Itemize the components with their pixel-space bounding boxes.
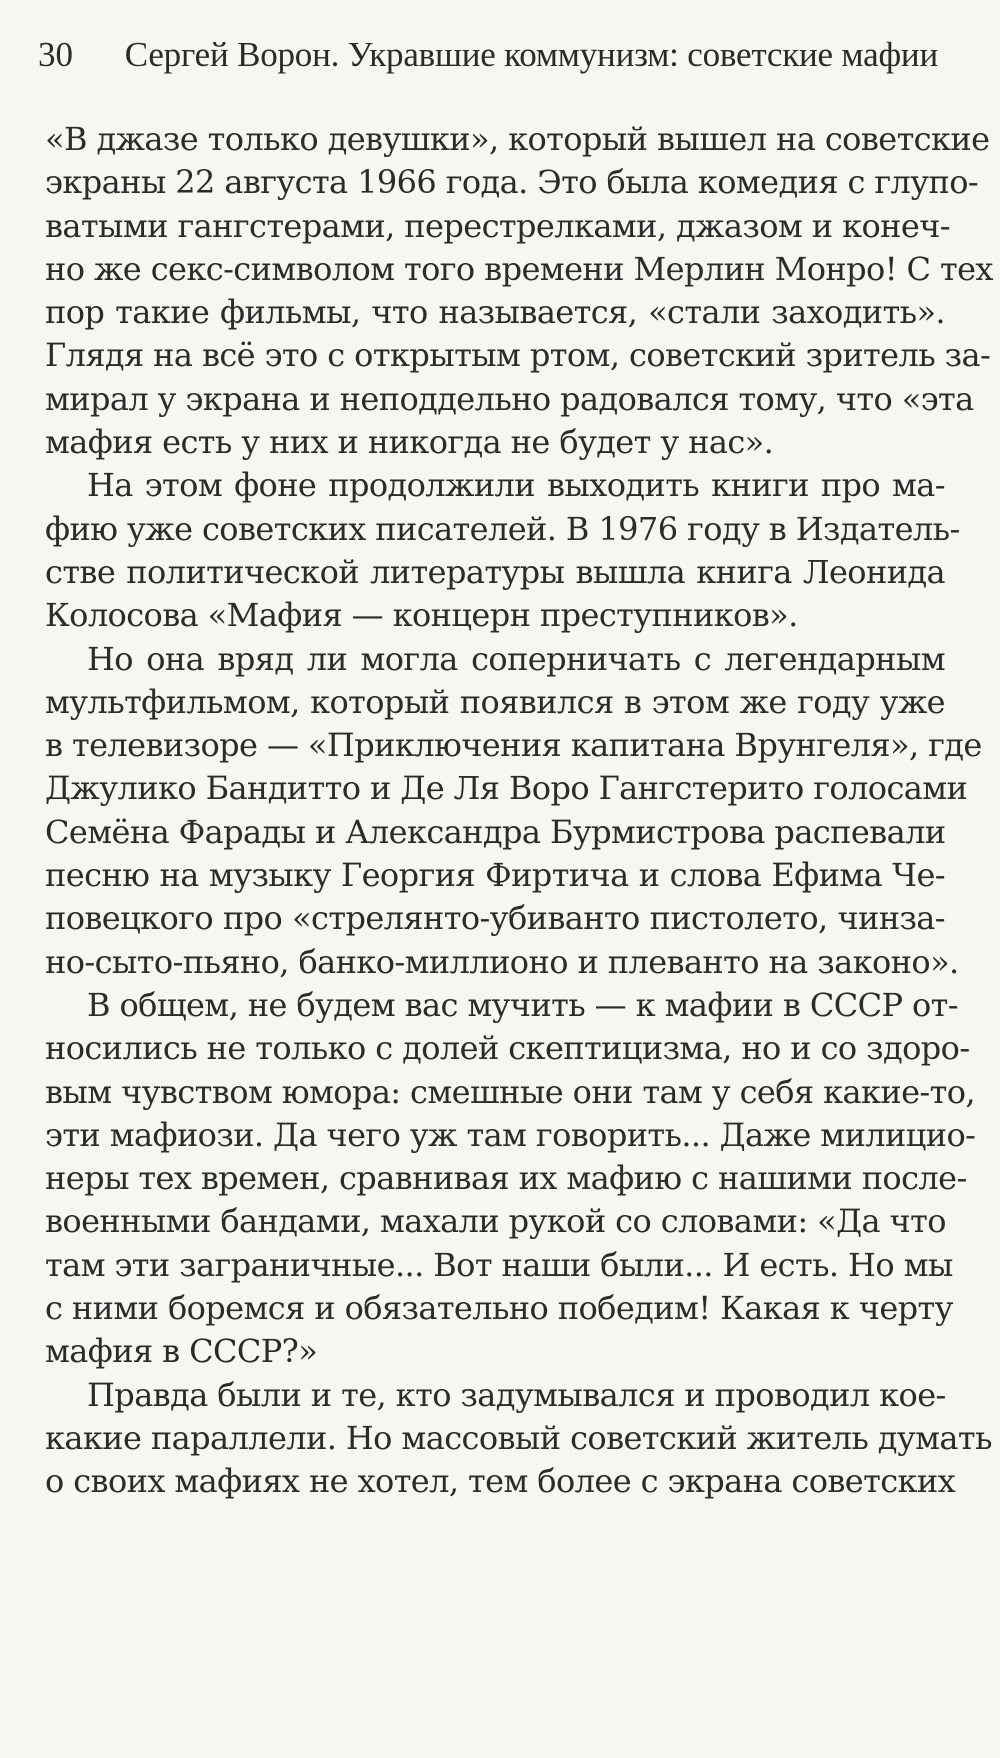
text-line: с ними боремся и обязательно победим! Какая к черту (45, 1289, 953, 1328)
text-line: Правда были и те, кто задумывался и проводил кое- (87, 1375, 946, 1414)
page-number: 30 (38, 35, 73, 74)
paragraph (45, 464, 960, 637)
text-line: мафия в СССР?» (45, 1332, 318, 1371)
text-line: носились не только с долей скептицизма, но и со здоро- (45, 1029, 970, 1068)
text-line: неры тех времен, сравнивая их мафию с нашими после- (45, 1159, 967, 1198)
text-line: вым чувством юмора: смешные они там у себя какие-то, (45, 1072, 975, 1111)
paragraph (45, 638, 982, 984)
text-line: песню на музыку Георгия Фиртича и слова Ефима Че- (45, 856, 945, 895)
text-line: Семёна Фарады и Александра Бурмистрова распевали (45, 812, 946, 851)
text-line: Но она вряд ли могла соперничать с легендарным (87, 639, 945, 678)
text-line: там эти заграничные... Вот наши были... И есть. Но мы (45, 1245, 953, 1284)
text-line: пор такие фильмы, что называется, «стали заходить». (45, 293, 945, 332)
text-line: На этом фоне продолжили выходить книги про ма- (87, 466, 945, 505)
text-line: фию уже советских писателей. В 1976 году в Издатель- (45, 509, 960, 548)
text-line: экраны 22 августа 1966 года. Это была комедия с глупо- (45, 163, 979, 202)
paragraph (45, 984, 976, 1374)
text-line: Колосова «Мафия — концерн преступников». (45, 596, 798, 635)
text-line: Глядя на всё это с открытым ртом, советский зритель за- (45, 336, 991, 375)
running-header (38, 30, 938, 80)
text-line: мафия есть у них и никогда не будет у нас». (45, 423, 774, 462)
paragraph (45, 118, 993, 464)
text-line: военными бандами, махали рукой со словами: «Да что (45, 1202, 946, 1241)
book-title: Сергей Ворон. Укравшие коммунизм: советские мафии (124, 35, 938, 74)
text-line: повецкого про «стрелянто-убиванто пистолето, чинза- (45, 899, 945, 938)
text-line: какие параллели. Но массовый советский житель думать (45, 1418, 992, 1457)
text-line: «В джазе только девушки», который вышел на советские (45, 120, 990, 158)
text-line: но-сыто-пьяно, банко-миллионо и плеванто на законо». (45, 942, 959, 981)
text-line: Джулико Бандитто и Де Ля Воро Гангстерито голосами (45, 769, 968, 808)
text-line: мирал у экрана и неподдельно радовался тому, что «эта (45, 379, 974, 418)
text-line: но же секс-символом того времени Мерлин Монро! С тех (45, 249, 993, 288)
text-line: мультфильмом, который появился в этом же году уже (45, 682, 945, 721)
text-line: стве политической литературы вышла книга Леонида (45, 552, 945, 591)
text-line: ватыми гангстерами, перестрелками, джазом и конеч- (45, 206, 950, 245)
body-text (45, 118, 993, 1504)
paragraph (45, 1374, 992, 1504)
text-line: о своих мафиях не хотел, тем более с экрана советских (45, 1462, 956, 1501)
text-line: эти мафиози. Да чего уж там говорить... Даже милицио- (45, 1115, 976, 1154)
text-line: В общем, не будем вас мучить — к мафии в СССР от- (87, 985, 958, 1024)
text-line: в телевизоре — «Приключения капитана Врунгеля», где (45, 726, 982, 765)
